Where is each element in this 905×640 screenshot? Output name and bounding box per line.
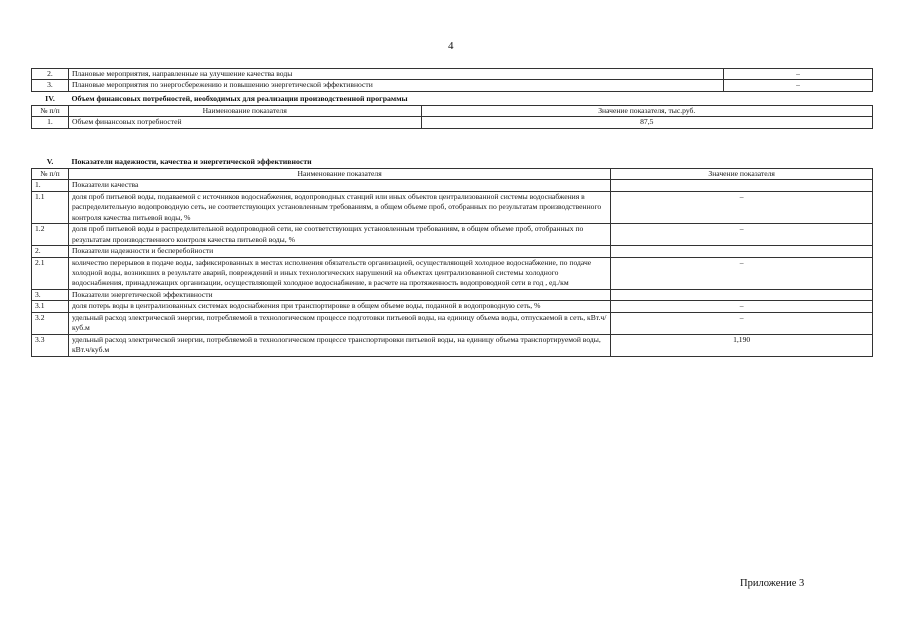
table-row xyxy=(32,224,873,246)
row-name: доля проб питьевой воды, подаваемой с источников водоснабжения, водопроводных станций или иных объектов централизованной системы водоснабжения в распределительную водопроводную сеть, не соответствующих установленным требованиям, в общем объеме проб, отобранных по результатам производственного контроля качества питьевой воды, % xyxy=(68,191,610,223)
row-value: 87,5 xyxy=(421,117,872,128)
section-5-title: Показатели надежности, качества и энергетической эффективности xyxy=(71,157,312,166)
row-value: – xyxy=(724,80,873,91)
section-5-heading xyxy=(32,157,873,168)
row-name: Объем финансовых потребностей xyxy=(68,117,421,128)
row-number: 1.1 xyxy=(32,191,69,223)
table-row xyxy=(32,246,873,257)
row-number: 3. xyxy=(32,289,69,300)
measures-table xyxy=(31,68,873,92)
row-name: Плановые мероприятия по энергосбережению и повышению энергетической эффективности xyxy=(68,80,723,91)
row-value xyxy=(611,246,873,257)
row-number: 1.2 xyxy=(32,224,69,246)
header-num: № п/п xyxy=(32,105,69,116)
appendix-label: Приложение 3 xyxy=(740,578,805,589)
header-name: Наименование показателя xyxy=(68,105,421,116)
row-name: Показатели надежности и бесперебойности xyxy=(68,246,610,257)
table-row xyxy=(32,80,873,91)
table-row xyxy=(32,257,873,289)
row-name: Плановые мероприятия, направленные на улучшение качества воды xyxy=(68,69,723,80)
row-value: – xyxy=(724,69,873,80)
section-5-table xyxy=(31,157,873,357)
section-4-roman: IV. xyxy=(45,94,55,103)
table-row xyxy=(32,117,873,128)
row-name: Показатели энергетической эффективности xyxy=(68,289,610,300)
row-value: – xyxy=(611,191,873,223)
row-number: 2. xyxy=(32,246,69,257)
table-row xyxy=(32,191,873,223)
table-header-row xyxy=(32,105,873,116)
row-value xyxy=(611,289,873,300)
table-row xyxy=(32,289,873,300)
row-name: доля проб питьевой воды в распределительной водопроводной сети, не соответствующих установленным требованиям, в общем объеме проб, отобранных по результатам производственного контроля качества питьевой воды, % xyxy=(68,224,610,246)
row-number: 1. xyxy=(32,180,69,191)
section-4-heading xyxy=(32,94,873,105)
table-row xyxy=(32,312,873,334)
row-value: 1,190 xyxy=(611,334,873,356)
row-name: количество перерывов в подаче воды, зафиксированных в местах исполнения обязательств организацией, осуществляющей холодное водоснабжение, по подаче холодной воды, возникших в результате аварий, повреждений и иных технологических нарушений на объектах централизованной системы холодного водоснабжения, принадлежащих организации, осуществляющей холодное водоснабжение, в расчете на протяженность водопроводной сети в год , ед./км xyxy=(68,257,610,289)
section-5-roman: V. xyxy=(46,157,54,166)
row-value: – xyxy=(611,257,873,289)
table-row xyxy=(32,180,873,191)
row-name: доля потерь воды в централизованных системах водоснабжения при транспортировке в общем объеме воды, поданной в водопроводную сеть, % xyxy=(68,301,610,312)
section-4-table xyxy=(31,94,873,129)
row-number: 2. xyxy=(32,69,69,80)
row-number: 3.2 xyxy=(32,312,69,334)
table-row xyxy=(32,69,873,80)
row-value xyxy=(611,180,873,191)
table-header-row xyxy=(32,168,873,179)
row-number: 3. xyxy=(32,80,69,91)
row-number: 3.3 xyxy=(32,334,69,356)
row-number: 3.1 xyxy=(32,301,69,312)
header-num: № п/п xyxy=(32,168,69,179)
row-value: – xyxy=(611,301,873,312)
row-name: удельный расход электрической энергии, потребляемой в технологическом процессе подготовки питьевой воды, на единицу объема воды, отпускаемой в сеть, кВт.ч/куб.м xyxy=(68,312,610,334)
section-4-title: Объем финансовых потребностей, необходимых для реализации производственной программы xyxy=(71,94,408,103)
header-value: Значение показателя xyxy=(611,168,873,179)
table-row xyxy=(32,334,873,356)
row-value: – xyxy=(611,224,873,246)
page-number: 4 xyxy=(448,40,454,52)
row-name: Показатели качества xyxy=(68,180,610,191)
row-value: – xyxy=(611,312,873,334)
header-value: Значение показателя, тыс.руб. xyxy=(421,105,872,116)
header-name: Наименование показателя xyxy=(68,168,610,179)
table-row xyxy=(32,301,873,312)
row-name: удельный расход электрической энергии, потребляемой в технологическом процессе транспортировки питьевой воды, на единицу объема транспортируемой воды, кВт.ч/куб.м xyxy=(68,334,610,356)
row-number: 1. xyxy=(32,117,69,128)
row-number: 2.1 xyxy=(32,257,69,289)
